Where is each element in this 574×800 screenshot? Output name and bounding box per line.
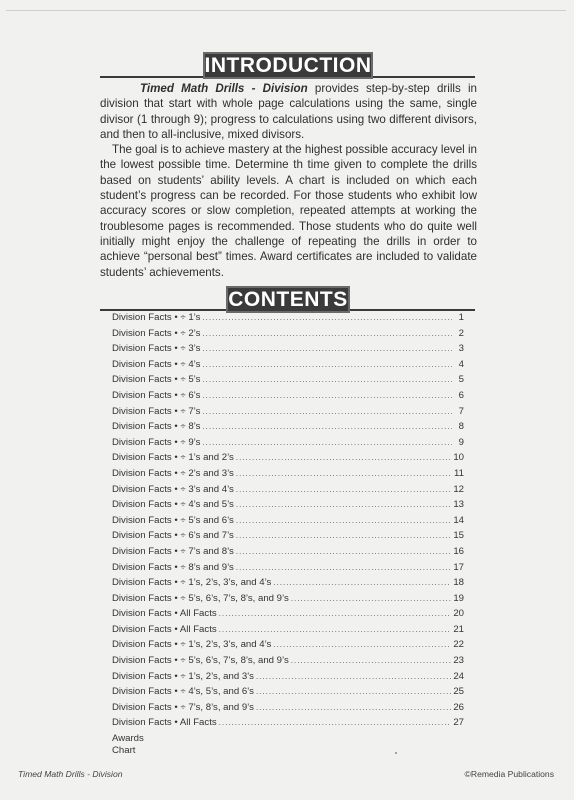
toc-entry-label: Division Facts • ÷ 1’s and 2’s: [112, 452, 234, 464]
toc-entry-page: 13: [453, 499, 464, 511]
toc-entry: [112, 499, 464, 515]
toc-leader-dots: [236, 485, 451, 494]
toc-entry-page: 12: [453, 483, 464, 495]
toc-entry-label: Division Facts • ÷ 6’s: [112, 389, 201, 401]
toc-entry: [112, 686, 464, 702]
toc-entry-label: Division Facts • All Facts: [112, 608, 217, 620]
toc-entry-page: 3: [458, 343, 464, 355]
toc-entry: [112, 562, 464, 578]
toc-entry: [112, 468, 464, 484]
toc-entry-page: 24: [453, 670, 464, 682]
toc-entry: [112, 515, 464, 531]
intro-lead: Timed Math Drills - Division: [140, 82, 308, 95]
toc-leader-dots: [202, 391, 452, 400]
toc-entry-page: 7: [458, 405, 464, 417]
toc-entry-label: Division Facts • ÷ 4’s and 5’s: [112, 499, 234, 511]
toc-entry-page: 23: [453, 655, 464, 667]
intro-paragraph-2: The goal is to achieve mastery at the highest possible accuracy level in the lowest possible time. Determine th time given to complete the drills based on students’ ability levels. A chart is included on which each student’s progress can be recorded. For those students who exhibit low accuracy scores or slow completion, repeated attempts at working the troublesome pages is recommended. Those students who do quite well initially might enjoy the challenge of repeating the drills in order to achieve “personal best” times. Award certificates are included to validate students’ achievements.: [100, 143, 477, 279]
toc-entry-label: Division Facts • ÷ 2’s: [112, 327, 201, 339]
toc-entry-label: Division Facts • ÷ 1’s, 2’s, 3’s, and 4’s: [112, 577, 272, 589]
toc-entry-label: Division Facts • ÷ 7’s and 8’s: [112, 545, 234, 557]
toc-entry-page: 1: [458, 312, 464, 323]
toc-leader-dots: [219, 718, 452, 727]
toc-entry-label: Division Facts • ÷ 5’s, 6’s, 7’s, 8’s, and 9’s: [112, 592, 289, 604]
toc-entry: [112, 343, 464, 359]
print-speck: [395, 752, 397, 754]
toc-entry: [112, 593, 464, 609]
toc-entry: [112, 608, 464, 624]
toc-entry: [112, 421, 464, 437]
toc-entry: [112, 546, 464, 562]
toc-leader-dots: [236, 547, 451, 556]
toc-chart-line: Chart: [112, 745, 136, 757]
toc-entry: [112, 359, 464, 375]
toc-entry-label: Division Facts • ÷ 9’s: [112, 436, 201, 448]
toc-leader-dots: [202, 407, 452, 416]
toc-entry-label: Division Facts • ÷ 8’s and 9’s: [112, 561, 234, 573]
toc-leader-dots: [291, 656, 452, 665]
toc-entry-page: 9: [458, 436, 464, 448]
toc-leader-dots: [202, 344, 452, 353]
toc-entry: [112, 406, 464, 422]
toc-leader-dots: [202, 422, 452, 431]
toc-entry-label: Division Facts • ÷ 3’s: [112, 343, 201, 355]
toc-entry: [112, 312, 464, 328]
toc-entry-page: 15: [453, 530, 464, 542]
table-of-contents: [112, 312, 464, 757]
toc-entry-label: Division Facts • ÷ 4’s, 5’s, and 6’s: [112, 686, 254, 698]
toc-awards-entry: [112, 733, 464, 757]
toc-leader-dots: [256, 672, 451, 681]
toc-entry-label: Division Facts • ÷ 5’s: [112, 374, 201, 386]
toc-entry: [112, 484, 464, 500]
intro-heading: INTRODUCTION: [204, 54, 372, 77]
toc-awards-line: Awards: [112, 733, 144, 745]
toc-entry: [112, 328, 464, 344]
toc-entry-page: 6: [458, 389, 464, 401]
toc-entry: [112, 702, 464, 718]
toc-entry: [112, 624, 464, 640]
toc-entry-page: 25: [453, 686, 464, 698]
toc-entry-page: 22: [453, 639, 464, 651]
toc-entry-label: Division Facts • ÷ 2’s and 3’s: [112, 467, 234, 479]
toc-entry-label: Division Facts • ÷ 6’s and 7’s: [112, 530, 234, 542]
toc-entry-page: 19: [453, 592, 464, 604]
toc-entry: [112, 390, 464, 406]
toc-entry: [112, 530, 464, 546]
intro-body: [100, 81, 477, 280]
toc-entry-page: 26: [453, 701, 464, 713]
toc-entry-page: 17: [453, 561, 464, 573]
toc-entry-label: Division Facts • ÷ 5’s, 6’s, 7’s, 8’s, and 9’s: [112, 655, 289, 667]
toc-entry: [112, 655, 464, 671]
toc-leader-dots: [202, 329, 452, 338]
toc-entry-page: 8: [458, 421, 464, 433]
toc-entry: [112, 639, 464, 655]
toc-leader-dots: [202, 438, 452, 447]
toc-entry: [112, 452, 464, 468]
toc-entry-label: Division Facts • ÷ 8’s: [112, 421, 201, 433]
toc-leader-dots: [202, 375, 452, 384]
toc-entry-page: 20: [453, 608, 464, 620]
toc-entry: [112, 577, 464, 593]
toc-entry-page: 27: [453, 717, 464, 729]
toc-entry-page: 10: [453, 452, 464, 464]
toc-entry-label: Division Facts • All Facts: [112, 623, 217, 635]
toc-entry-page: 4: [458, 358, 464, 370]
toc-leader-dots: [219, 625, 452, 634]
toc-entry-label: Division Facts • ÷ 5’s and 6’s: [112, 514, 234, 526]
toc-leader-dots: [202, 360, 452, 369]
toc-leader-dots: [273, 578, 451, 587]
toc-entry: [112, 374, 464, 390]
toc-entry-label: Division Facts • All Facts: [112, 717, 217, 729]
toc-leader-dots: [256, 703, 451, 712]
toc-entry-label: Division Facts • ÷ 1’s, 2’s, 3’s, and 4’s: [112, 639, 272, 651]
toc-leader-dots: [219, 609, 452, 618]
toc-leader-dots: [236, 563, 451, 572]
toc-entry-label: Division Facts • ÷ 7’s: [112, 405, 201, 417]
toc-entry-label: Division Facts • ÷ 1’s: [112, 312, 201, 323]
toc-entry-label: Division Facts • ÷ 1’s, 2’s, and 3’s: [112, 670, 254, 682]
toc-entry-page: 21: [453, 623, 464, 635]
toc-entry-label: Division Facts • ÷ 4’s: [112, 358, 201, 370]
toc-leader-dots: [236, 469, 452, 478]
intro-paragraph-1: [100, 81, 477, 142]
toc-entry: [112, 717, 464, 733]
toc-leader-dots: [202, 313, 452, 322]
toc-entry: [112, 671, 464, 687]
toc-entry-label: Division Facts • ÷ 3’s and 4’s: [112, 483, 234, 495]
toc-entry: [112, 437, 464, 453]
toc-leader-dots: [236, 531, 451, 540]
intro-paragraph-1-text: provides step-by-step drills in division that start with whole page calculations using the same, single divisor (1 through 9); progress to calculations using two different divisors, and then to all-inclusive, mixed divisors.: [100, 82, 477, 141]
toc-entry-page: 11: [454, 467, 464, 479]
contents-heading: CONTENTS: [226, 286, 350, 313]
toc-entry-page: 5: [458, 374, 464, 386]
toc-leader-dots: [256, 687, 451, 696]
toc-leader-dots: [291, 594, 452, 603]
toc-entry-page: 18: [453, 577, 464, 589]
toc-leader-dots: [236, 453, 451, 462]
footer-title: Timed Math Drills - Division: [18, 769, 123, 779]
toc-leader-dots: [236, 516, 451, 525]
toc-leader-dots: [273, 640, 451, 649]
toc-entry-page: 16: [453, 545, 464, 557]
toc-entry-page: 2: [458, 327, 464, 339]
footer-publisher: ©Remedia Publications: [464, 769, 554, 779]
toc-leader-dots: [236, 500, 451, 509]
toc-entry-label: Division Facts • ÷ 7’s, 8’s, and 9’s: [112, 701, 254, 713]
toc-entry-page: 14: [453, 514, 464, 526]
